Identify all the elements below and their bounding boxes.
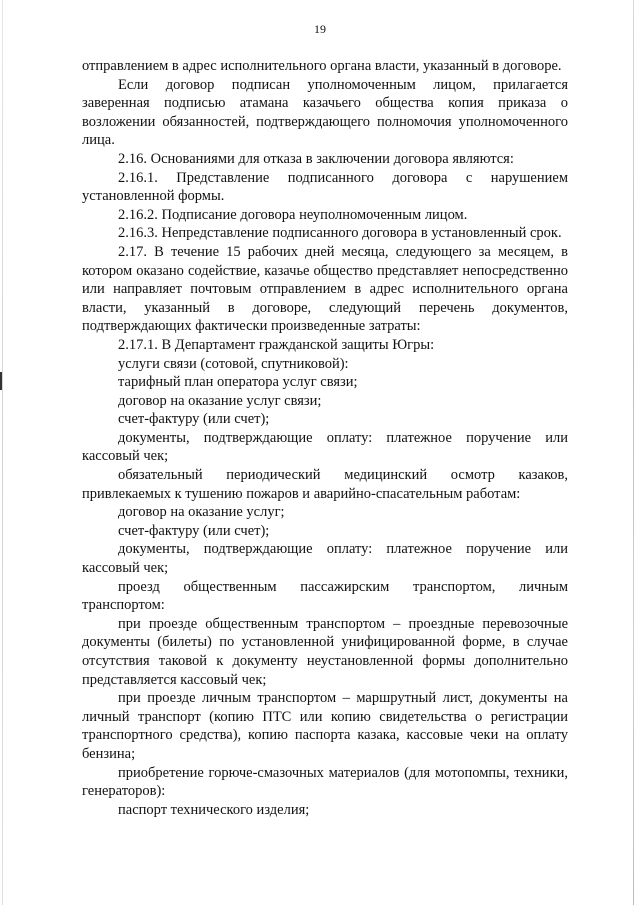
list-item: тарифный план оператора услуг связи; xyxy=(118,374,358,391)
list-item: документы, подтверждающие оплату: платежное поручение или кассовый чек; xyxy=(82,429,568,465)
paragraph: 2.16.2. Подписание договора неуполномоченным лицом. xyxy=(118,206,468,223)
list-item: приобретение горюче-смазочных материалов (для мотопомпы, техники, генераторов): xyxy=(82,764,568,800)
list-item: паспорт технического изделия; xyxy=(118,801,310,818)
margin-mark xyxy=(0,372,2,390)
scan-edge-right xyxy=(633,0,634,905)
scan-edge-left xyxy=(2,0,3,905)
document-body xyxy=(82,57,568,819)
list-item: проезд общественным пассажирским транспортом, личным транспортом: xyxy=(82,578,568,614)
paragraph: 2.16. Основаниями для отказа в заключении договора являются: xyxy=(118,150,514,167)
list-item: обязательный периодический медицинский осмотр казаков, привлекаемых к тушению пожаров и аварийно-спасательным работам: xyxy=(82,467,568,502)
paragraph: Если договор подписан уполномоченным лицом, прилагается заверенная подписью атамана казачьего общества копия приказа о возложении обязанностей, подтверждающего полномочия уполномоченного лица. xyxy=(82,76,568,149)
paragraph: 2.17.1. В Департамент гражданской защиты Югры: xyxy=(118,336,435,353)
list-item: документы, подтверждающие оплату: платежное поручение или кассовый чек; xyxy=(82,541,568,577)
page-number: 19 xyxy=(314,22,326,36)
list-item: договор на оказание услуг связи; xyxy=(118,392,322,409)
list-item: при проезде личным транспортом – маршрутный лист, документы на личный транспорт (копию ПТС или копию свидетельства о регистрации транспортного средства), копию паспорта казака, кассовые чеки на оплату бензина; xyxy=(82,690,568,762)
list-item: счет-фактуру (или счет); xyxy=(118,522,270,539)
paragraph: 2.16.1. Представление подписанного договора с нарушением установленной формы. xyxy=(82,169,568,205)
list-item: услуги связи (сотовой, спутниковой): xyxy=(118,355,349,372)
list-item: счет-фактуру (или счет); xyxy=(118,411,270,428)
paragraph: 2.17. В течение 15 рабочих дней месяца, следующего за месяцем, в котором оказано содействие, казачье общество представляет непосредственно или направляет почтовым отправлением в адрес исполнительного органа власти, указанный в договоре, следующий перечень документов, подтверждающих фактически произведенные затраты: xyxy=(82,243,568,335)
paragraph: 2.16.3. Непредставление подписанного договора в установленный срок. xyxy=(118,225,562,242)
paragraph: отправлением в адрес исполнительного органа власти, указанный в договоре. xyxy=(82,58,562,74)
list-item: договор на оказание услуг; xyxy=(118,504,285,521)
list-item: при проезде общественным транспортом – проездные перевозочные документы (билеты) по установленной унифицированной форме, в случае отсутствия таковой к документу неустановленной формы дополнительно представляется кассовый чек; xyxy=(82,615,568,688)
